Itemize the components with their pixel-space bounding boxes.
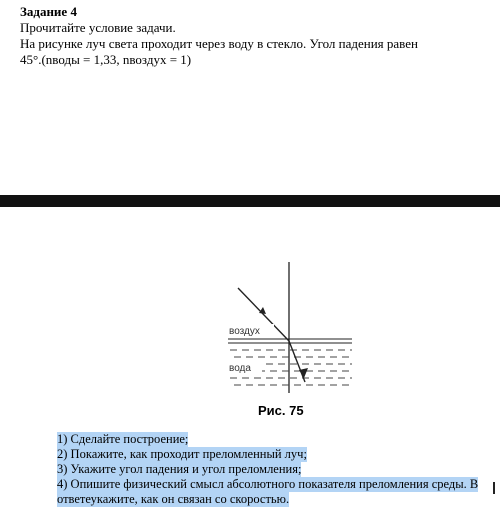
text-cursor-mark xyxy=(493,482,495,494)
problem-text-line2: 45°.(nводы = 1,33, nвоздух = 1) xyxy=(20,52,192,67)
figure-caption: Рис. 75 xyxy=(258,403,304,418)
label-air: воздух xyxy=(229,326,260,337)
task-title: Задание 4 xyxy=(20,4,77,19)
task-item-3: 3) Укажите угол падения и угол преломления; xyxy=(57,462,302,476)
task-item-1: 1) Сделайте построение; xyxy=(57,432,189,446)
refracted-ray xyxy=(289,341,305,382)
instruction-text: Прочитайте условие задачи. xyxy=(20,20,176,35)
label-water: вода xyxy=(229,363,251,374)
problem-text-line1: На рисунке луч света проходит через воду в стекло. Угол падения равен xyxy=(20,36,418,51)
task-item-4: 4) Опишите физический смысл абсолютного показателя преломления среды. В xyxy=(57,477,479,491)
task-item-4-continued: ответеукажите, как он связан со скоростью. xyxy=(57,492,290,506)
task-item-2: 2) Покажите, как проходит преломленный луч; xyxy=(57,447,307,461)
